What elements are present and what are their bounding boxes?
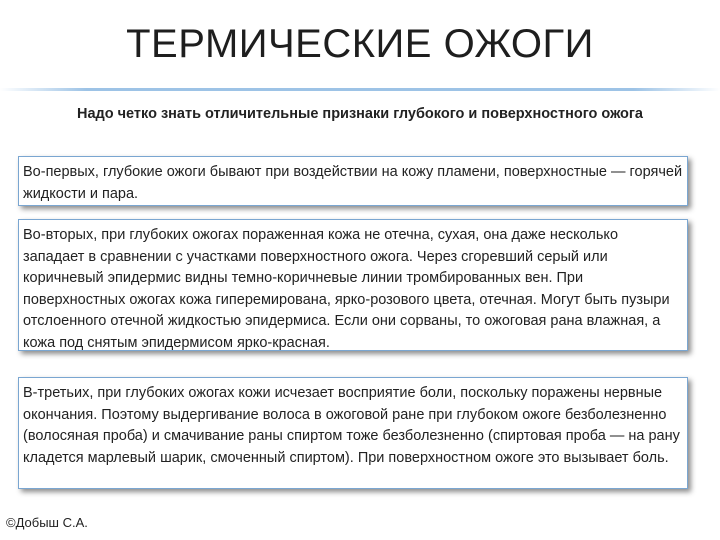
text-box-second: Во-вторых, при глубоких ожогах пораженная кожа не отечна, сухая, она даже несколько западает в сравнении с участками поверхностного ожога. Через сгоревший серый или коричневый эпидермис видны темно-коричневые линии тромбированных вен. При поверхностных ожогах кожа гиперемирована, ярко-розового цвета, отечная. Могут быть пузыри отслоенного отечной жидкостью эпидермиса. Если они сорваны, то ожоговая рана влажная, а кожа под снятым эпидермисом ярко-красная. <box>18 219 688 351</box>
slide-title: ТЕРМИЧЕСКИЕ ОЖОГИ <box>126 22 594 66</box>
copyright-notice: ©Добыш С.А. <box>6 515 88 530</box>
slide-subtitle: Надо четко знать отличительные признаки глубокого и поверхностного ожога <box>77 106 643 122</box>
text-box-third: В-третьих, при глубоких ожогах кожи исчезает восприятие боли, поскольку поражены нервные окончания. Поэтому выдергивание волоса в ожоговой ране при глубоком ожоге безболезненно (волосяная проба) и смачивание раны спиртом тоже безболезненно (спиртовая проба — на рану кладется марлевый шарик, смоченный спиртом). При поверхностном ожоге это вызывает боль. <box>18 377 688 489</box>
text-box-first: Во-первых, глубокие ожоги бывают при воздействии на кожу пламени, поверхностные — горячей жидкости и пара. <box>18 156 688 206</box>
divider-line <box>0 88 720 91</box>
